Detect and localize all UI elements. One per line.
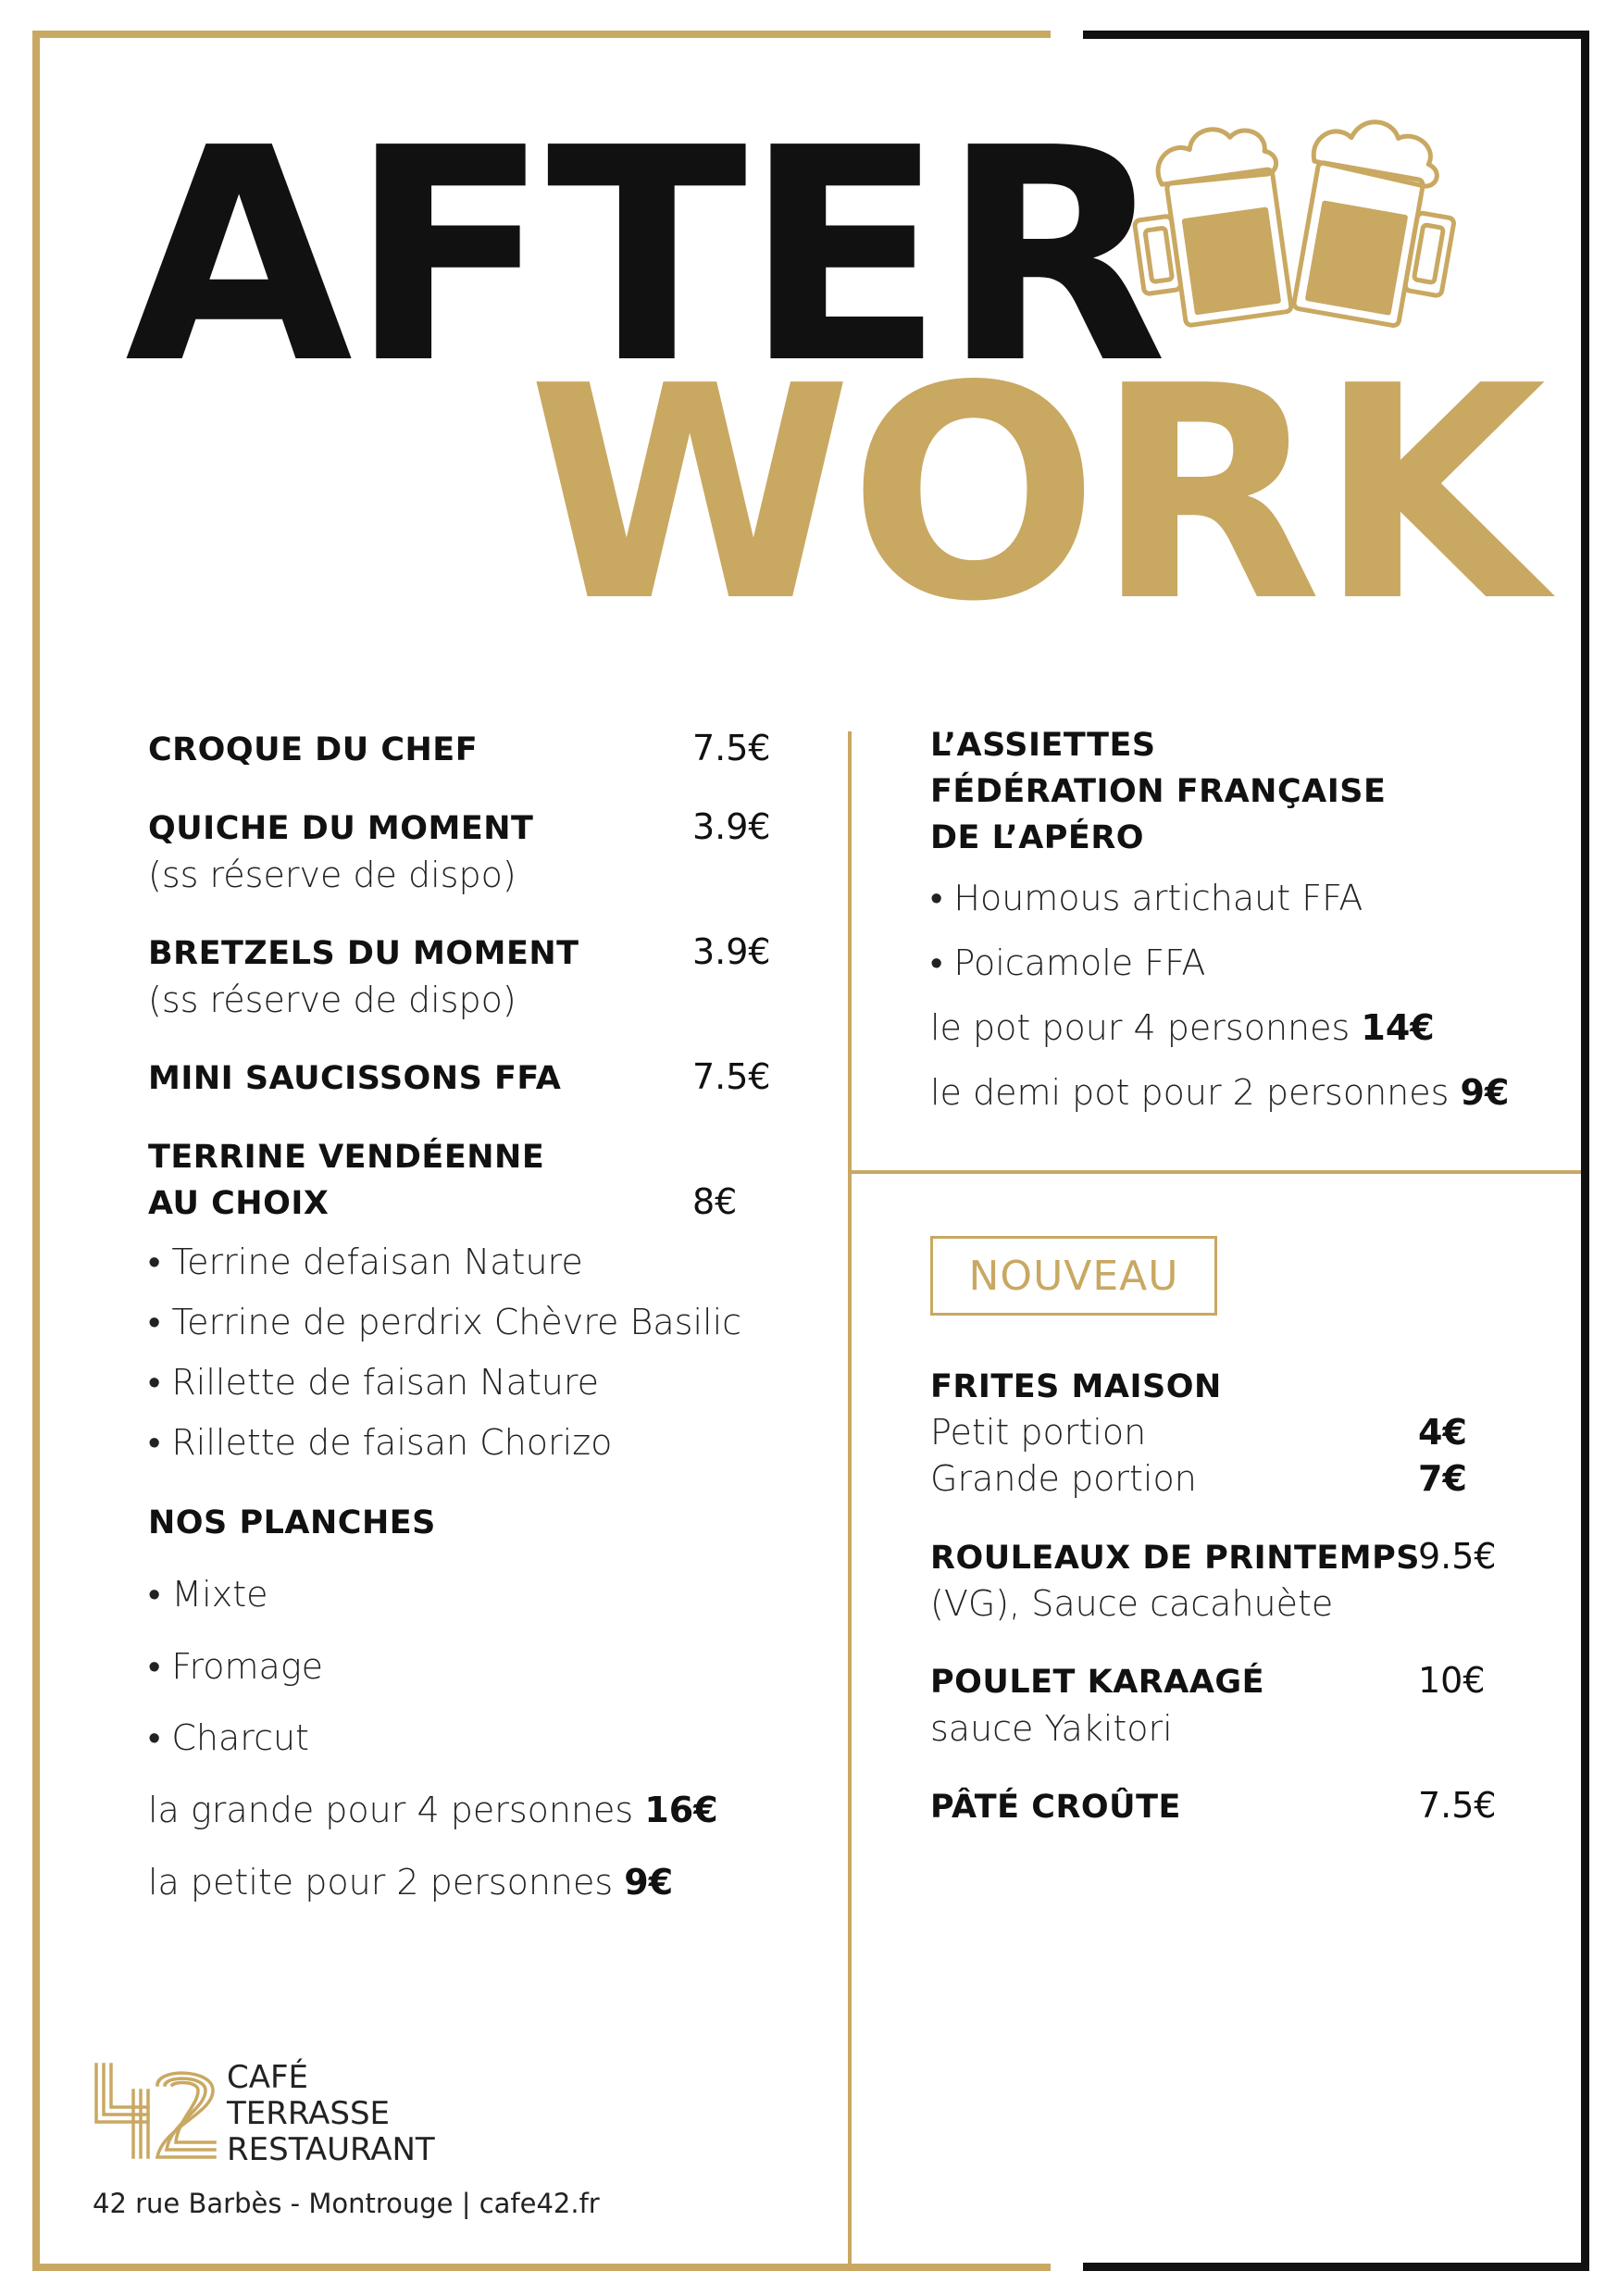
assiettes-pot-price: 14€ [1361,1007,1435,1048]
assiettes-demi-price: 9€ [1460,1072,1510,1113]
item-terrine-name-line1: TERRINE VENDÉENNE [148,1139,545,1176]
item-poulet-name: POULET KARAAGÉ [930,1664,1265,1701]
beer-mugs-icon [1125,97,1472,338]
terrine-option-4: • Rillette de faisan Chorizo [148,1422,613,1463]
item-poulet-note: sauce Yakitori [930,1708,1173,1749]
item-pate-price: 7.5€ [1418,1785,1497,1826]
item-terrine-name-line2: AU CHOIX [148,1185,330,1222]
planches-large-line [148,1787,718,1833]
item-terrine-price: 8€ [692,1181,738,1222]
headline-work: WORK [528,323,1543,666]
terrine-option-1: • Terrine defaisan Nature [148,1242,583,1282]
frame-top-black [1083,31,1589,39]
planches-option-2: • Fromage [148,1646,323,1687]
item-frites-name: FRITES MAISON [930,1368,1222,1405]
frame-left-gold [32,31,40,2271]
frites-large-label: Grande portion [930,1458,1197,1499]
item-rouleaux-price: 9.5€ [1418,1536,1497,1577]
item-saucissons-name: MINI SAUCISSONS FFA [148,1060,562,1097]
planches-large-text: la grande pour 4 personnes [148,1790,645,1830]
assiettes-demi-text: le demi pot pour 2 personnes [930,1072,1461,1113]
column-divider [848,731,852,2264]
planches-small-price: 9€ [624,1862,674,1903]
brand-line-1: CAFÉ [227,2059,309,2096]
item-croque-name: CROQUE DU CHEF [148,731,479,768]
brand-line-2: TERRASSE [227,2095,391,2132]
assiettes-pot-text: le pot pour 4 personnes [930,1007,1362,1048]
item-planches-name: NOS PLANCHES [148,1504,436,1541]
terrine-option-3: • Rillette de faisan Nature [148,1362,600,1403]
frites-large-price: 7€ [1418,1458,1467,1499]
planches-large-price: 16€ [644,1790,718,1830]
frites-small-label: Petit portion [930,1412,1147,1453]
cafe42-logo-icon [93,2063,218,2160]
frites-small-price: 4€ [1418,1412,1467,1453]
item-rouleaux-name: ROULEAUX DE PRINTEMPS [930,1540,1420,1577]
terrine-option-2: • Terrine de perdrix Chèvre Basilic [148,1302,742,1342]
planches-option-1: • Mixte [148,1574,268,1615]
frame-bottom-black [1083,2263,1589,2271]
item-bretzels-name: BRETZELS DU MOMENT [148,935,579,972]
planches-small-line [148,1859,673,1905]
item-rouleaux-note: (VG), Sauce cacahuète [930,1583,1334,1624]
item-pate-name: PÂTÉ CROÛTE [930,1789,1181,1826]
brand-text [227,2060,435,2168]
item-quiche-note: (ss réserve de dispo) [148,855,517,895]
item-quiche-price: 3.9€ [692,806,771,847]
right-section-divider [852,1170,1581,1174]
assiettes-demi-line [930,1069,1509,1116]
assiettes-title-line1: L’ASSIETTES [930,727,1156,764]
assiettes-option-2: • Poicamole FFA [930,942,1206,983]
frame-right-black [1581,31,1589,2271]
planches-option-3: • Charcut [148,1717,309,1758]
assiettes-title-line3: DE L’APÉRO [930,819,1145,856]
planches-small-text: la petite pour 2 personnes [148,1862,625,1903]
item-saucissons-price: 7.5€ [692,1056,771,1097]
frame-bottom-gold [32,2264,1051,2271]
assiettes-title-line2: FÉDÉRATION FRANÇAISE [930,773,1387,810]
frame-top-gold [32,31,1051,38]
item-bretzels-price: 3.9€ [692,931,771,972]
item-poulet-price: 10€ [1418,1660,1486,1701]
nouveau-badge: NOUVEAU [930,1236,1217,1316]
headline-after: AFTER [125,85,1164,428]
assiettes-pot-line [930,1004,1435,1051]
item-bretzels-note: (ss réserve de dispo) [148,980,517,1020]
item-quiche-name: QUICHE DU MOMENT [148,810,534,847]
footer-address: 42 rue Barbès - Montrouge | cafe42.fr [93,2188,600,2219]
brand-line-3: RESTAURANT [227,2131,435,2168]
assiettes-option-1: • Houmous artichaut FFA [930,878,1363,918]
item-croque-price: 7.5€ [692,728,771,768]
